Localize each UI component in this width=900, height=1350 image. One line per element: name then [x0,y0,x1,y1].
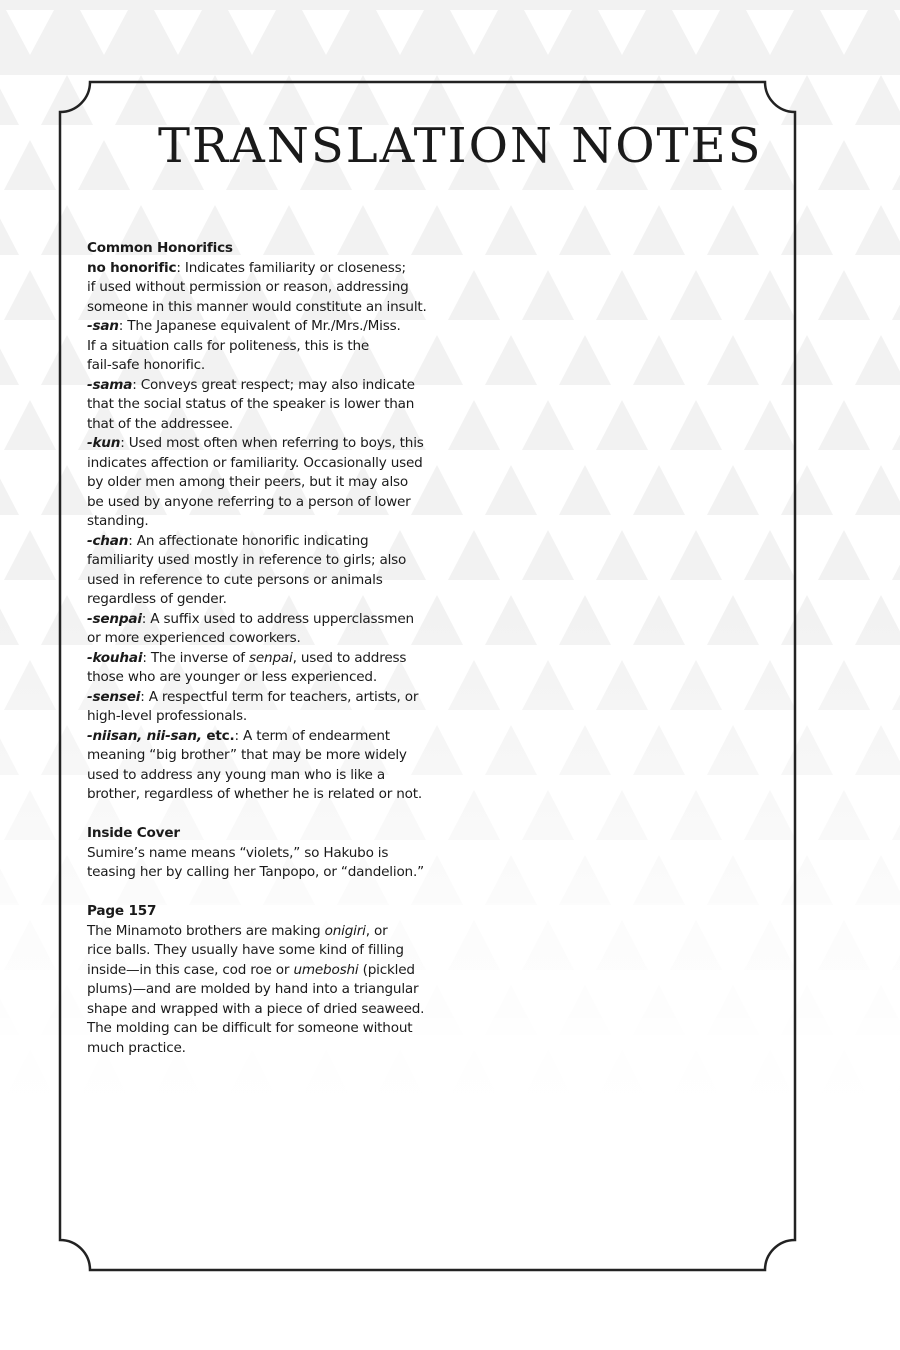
text-segment: fail-safe honorific. [87,357,206,373]
text-segment: someone in this manner would constitute an insult. [87,298,427,315]
section-heading: Common Honorifics [87,240,233,256]
text-line [87,434,427,454]
term-text: -sama [87,376,133,393]
text-segment: : A respectful term for teachers, artists, or [140,688,419,705]
text-line [87,512,427,532]
text-segment: if used without permission or reason, addressing [87,279,409,295]
text-line [87,571,427,591]
text-segment: much practice. [87,1039,186,1056]
text-line [87,376,427,396]
text-segment: If a situation calls for politeness, this is the [87,337,370,354]
section-gap [87,805,427,825]
text-line [87,337,427,357]
term-text: umeboshi [293,961,359,978]
text-line [87,278,427,298]
text-line [87,473,427,493]
text-line [87,493,427,513]
text-line [87,629,427,649]
text-segment: standing. [87,513,149,529]
text-segment: that of the addressee. [87,415,234,432]
text-segment: be used by anyone referring to a person of lower [87,493,411,510]
text-segment: The Minamoto brothers are making [87,922,325,939]
text-line [87,415,427,435]
text-line [87,844,427,864]
term-text: etc. [201,727,235,744]
text-line [87,356,427,376]
text-line [87,454,427,474]
text-segment: , or [365,922,388,939]
text-segment: high-level professionals. [87,708,247,724]
text-line [87,941,427,961]
text-line [87,395,427,415]
term-text: -chan [87,532,129,549]
text-line [87,317,427,337]
text-segment: indicates affection or familiarity. Occasionally used [87,454,423,471]
text-line [87,610,427,630]
text-segment: : The inverse of [142,649,250,666]
text-segment: regardless of gender. [87,591,227,607]
term-text: no honorific [87,259,177,276]
text-line [87,922,427,942]
text-segment: plums)—and are molded by hand into a triangular [87,981,419,997]
text-segment: : A suffix used to address upperclassmen [141,610,414,627]
text-segment: familiarity used mostly in reference to girls; also [87,552,407,568]
text-line [87,1000,427,1020]
section-heading: Inside Cover [87,825,180,841]
text-line [87,532,427,552]
text-line [87,707,427,727]
text-line [87,863,427,883]
text-segment: those who are younger or less experienced. [87,669,377,685]
text-line [87,980,427,1000]
text-line [87,298,427,318]
text-line [87,551,427,571]
text-line [87,688,427,708]
term-text: -senpai [87,610,142,627]
text-segment: : Indicates familiarity or closeness; [176,259,406,276]
page-title: TRANSLATION NOTES [158,118,763,174]
text-segment: : A term of endearment [234,727,390,744]
text-segment: (pickled [358,961,415,978]
text-segment: , used to address [292,649,407,666]
term-text: -san [87,318,119,334]
text-line [87,746,427,766]
term-text: -kun [87,435,121,451]
text-segment: brother, regardless of whether he is related or not. [87,786,423,802]
text-segment: that the social status of the speaker is lower than [87,396,415,412]
text-segment: : Conveys great respect; may also indicate [132,376,415,393]
text-line [87,727,427,747]
text-segment: : Used most often when referring to boys, this [120,435,424,451]
text-segment: : The Japanese equivalent of Mr./Mrs./Miss. [118,318,401,334]
text-segment: or more experienced coworkers. [87,630,301,646]
text-line [87,259,427,279]
text-segment: used to address any young man who is like a [87,766,385,783]
text-segment: Sumire’s name means “violets,” so Hakubo is [87,844,389,861]
text-line [87,785,427,805]
text-segment: teasing her by calling her Tanpopo, or “dandelion.” [87,864,424,880]
term-text: senpai [249,649,293,666]
section-gap [87,883,427,903]
text-line [87,1019,427,1039]
text-segment: meaning “big brother” that may be more widely [87,747,407,763]
section-heading: Page 157 [87,903,157,919]
term-text: -sensei [87,688,141,705]
term-text: -kouhai [87,649,143,666]
text-segment: used in reference to cute persons or animals [87,571,383,588]
notes-body [87,239,427,1058]
term-text: onigiri [324,922,366,939]
text-line [87,961,427,981]
text-line [87,649,427,669]
text-line [87,668,427,688]
text-segment: rice balls. They usually have some kind of filling [87,942,404,958]
text-line [87,590,427,610]
term-text: -niisan, nii-san, [87,727,202,744]
text-line [87,766,427,786]
text-segment: by older men among their peers, but it may also [87,474,409,490]
text-segment: The molding can be difficult for someone without [87,1020,413,1036]
text-segment: inside—in this case, cod roe or [87,961,294,978]
text-line [87,1039,427,1059]
text-segment: : An affectionate honorific indicating [128,532,369,549]
text-segment: shape and wrapped with a piece of dried seaweed. [87,1000,425,1017]
